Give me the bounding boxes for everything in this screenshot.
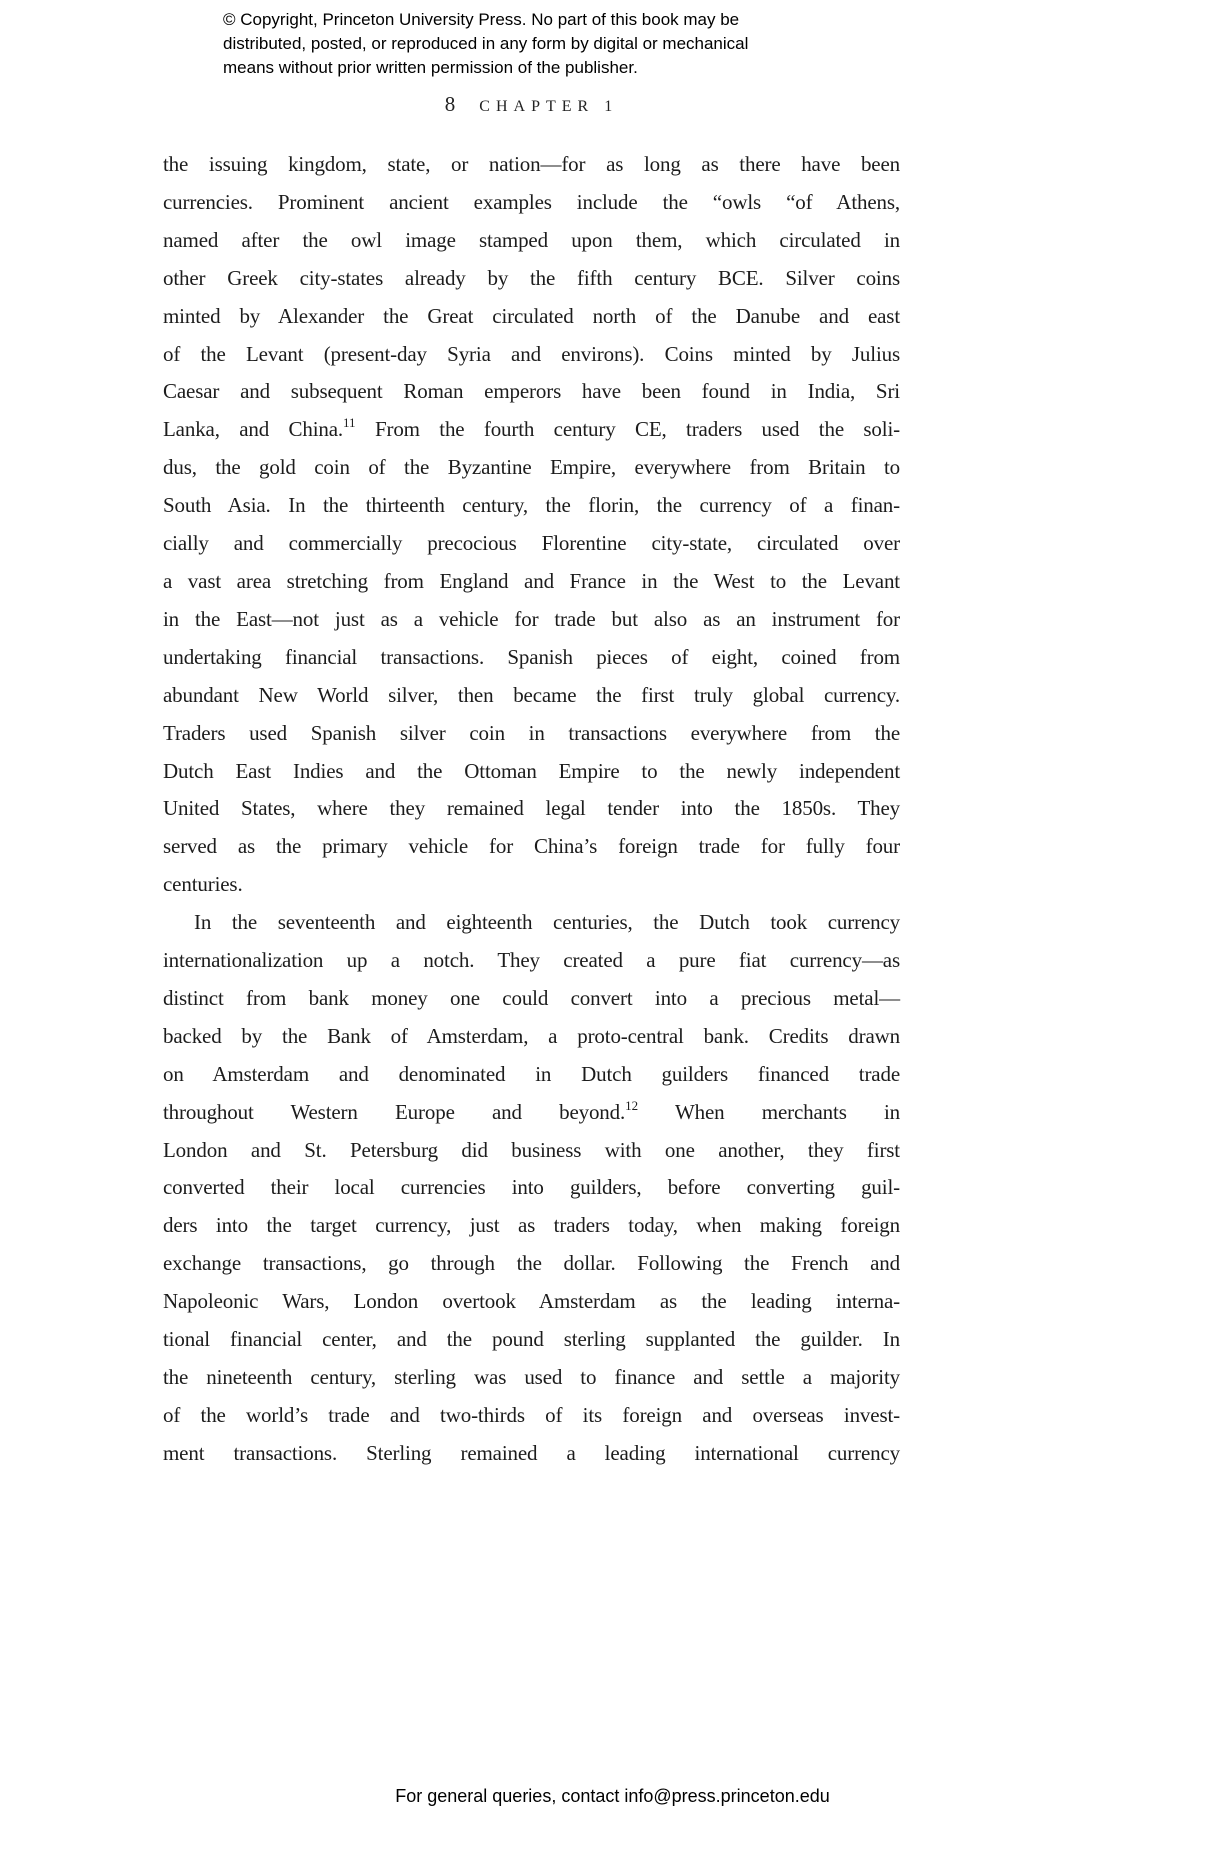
text-segment: a vast area stretching from England and France in the West to the Levant (163, 568, 900, 593)
text-segment: of the world’s trade and two-thirds of its foreign and overseas invest- (163, 1402, 900, 1427)
text-segment: named after the owl image stamped upon them, which circulated in (163, 227, 900, 252)
text-segment: throughout Western Europe and beyond. (163, 1099, 626, 1124)
running-header (163, 92, 900, 117)
text-segment: Napoleonic Wars, London overtook Amsterdam as the leading interna- (163, 1289, 900, 1314)
body-text (163, 146, 900, 1473)
text-line (163, 336, 900, 374)
text-segment: converted their local currencies into guilders, before converting guil- (163, 1175, 900, 1200)
text-line (163, 980, 900, 1018)
text-segment: tional financial center, and the pound sterling supplanted the guilder. In (163, 1327, 900, 1352)
text-segment: currencies. Prominent ancient examples include the “owls “of Athens, (163, 189, 900, 214)
page-number: 8 (444, 92, 456, 116)
chapter-title: CHAPTER 1 (479, 98, 619, 115)
text-segment: South Asia. In the thirteenth century, the florin, the currency of a finan- (163, 493, 900, 518)
text-segment: distinct from bank money one could convert into a precious metal— (163, 985, 900, 1010)
text-line (163, 1321, 900, 1359)
text-segment: the issuing kingdom, state, or nation—for as long as there have been (163, 152, 900, 176)
text-segment: United States, where they remained legal tender into the 1850s. They (163, 796, 900, 821)
footnote-reference: 12 (625, 1097, 639, 1113)
text-segment: In the seventeenth and eighteenth centuries, the Dutch took currency (194, 910, 900, 935)
text-line (163, 866, 900, 904)
text-segment: ment transactions. Sterling remained a leading international currency (163, 1440, 900, 1465)
text-segment: of the Levant (present-day Syria and environs). Coins minted by Julius (163, 341, 900, 366)
text-segment: internationalization up a notch. They created a pure fiat currency—as (163, 948, 900, 973)
text-line (163, 298, 900, 336)
text-segment: abundant New World silver, then became the first truly global currency. (163, 682, 900, 707)
text-line (163, 753, 900, 791)
text-line (163, 1094, 900, 1132)
text-segment: centuries. (163, 872, 243, 897)
text-line (163, 184, 900, 222)
text-line (163, 525, 900, 563)
text-line (163, 1132, 900, 1170)
text-line (163, 942, 900, 980)
copyright-line: distributed, posted, or reproduced in any form by digital or mechanical (223, 34, 749, 53)
text-segment: undertaking financial transactions. Spanish pieces of eight, coined from (163, 644, 900, 669)
text-segment: ders into the target currency, just as traders today, when making foreign (163, 1213, 900, 1238)
text-line (163, 222, 900, 260)
footnote-reference: 11 (343, 415, 356, 431)
text-line (163, 449, 900, 487)
text-line (163, 1435, 900, 1473)
text-line (163, 1207, 900, 1245)
text-line (163, 563, 900, 601)
text-line (163, 715, 900, 753)
text-line (163, 1283, 900, 1321)
text-segment: cially and commercially precocious Florentine city-state, circulated over (163, 531, 900, 556)
text-line (163, 904, 900, 942)
text-line (163, 639, 900, 677)
text-line (163, 411, 900, 449)
text-segment: served as the primary vehicle for China’s foreign trade for fully four (163, 834, 900, 859)
text-segment: Traders used Spanish silver coin in transactions everywhere from the (163, 720, 900, 745)
text-line (163, 1359, 900, 1397)
text-line (163, 828, 900, 866)
text-segment: exchange transactions, go through the dollar. Following the French and (163, 1251, 900, 1276)
text-line (163, 1169, 900, 1207)
text-segment: London and St. Petersburg did business with one another, they first (163, 1137, 900, 1162)
footer-text: For general queries, contact info@press.princeton.edu (395, 1786, 830, 1806)
text-line (163, 487, 900, 525)
text-line (163, 601, 900, 639)
text-line (163, 1245, 900, 1283)
text-segment: Caesar and subsequent Roman emperors have been found in India, Sri (163, 379, 900, 404)
text-line (163, 373, 900, 411)
copyright-line: © Copyright, Princeton University Press. No part of this book may be (223, 10, 740, 29)
text-segment: minted by Alexander the Great circulated north of the Danube and east (163, 303, 900, 328)
text-line (163, 790, 900, 828)
text-segment: backed by the Bank of Amsterdam, a proto-central bank. Credits drawn (163, 1023, 900, 1048)
text-line (163, 1018, 900, 1056)
copyright-line: means without prior written permission of the publisher. (223, 58, 638, 77)
text-segment: in the East—not just as a vehicle for trade but also as an instrument for (163, 606, 900, 631)
text-line (163, 146, 900, 184)
text-line (163, 260, 900, 298)
text-segment: From the fourth century CE, traders used the soli- (355, 417, 900, 442)
text-line (163, 1056, 900, 1094)
text-segment: Dutch East Indies and the Ottoman Empire to the newly independent (163, 758, 900, 783)
text-segment: dus, the gold coin of the Byzantine Empire, everywhere from Britain to (163, 455, 900, 480)
text-segment: the nineteenth century, sterling was used to finance and settle a majority (163, 1365, 900, 1389)
text-line (163, 1397, 900, 1435)
text-segment: When merchants in (638, 1099, 900, 1124)
text-segment: on Amsterdam and denominated in Dutch guilders financed trade (163, 1061, 900, 1086)
copyright-notice (223, 8, 748, 80)
page-footer (0, 1786, 1225, 1807)
text-line (163, 677, 900, 715)
text-segment: Lanka, and China. (163, 417, 344, 442)
text-segment: other Greek city-states already by the fifth century BCE. Silver coins (163, 265, 900, 290)
